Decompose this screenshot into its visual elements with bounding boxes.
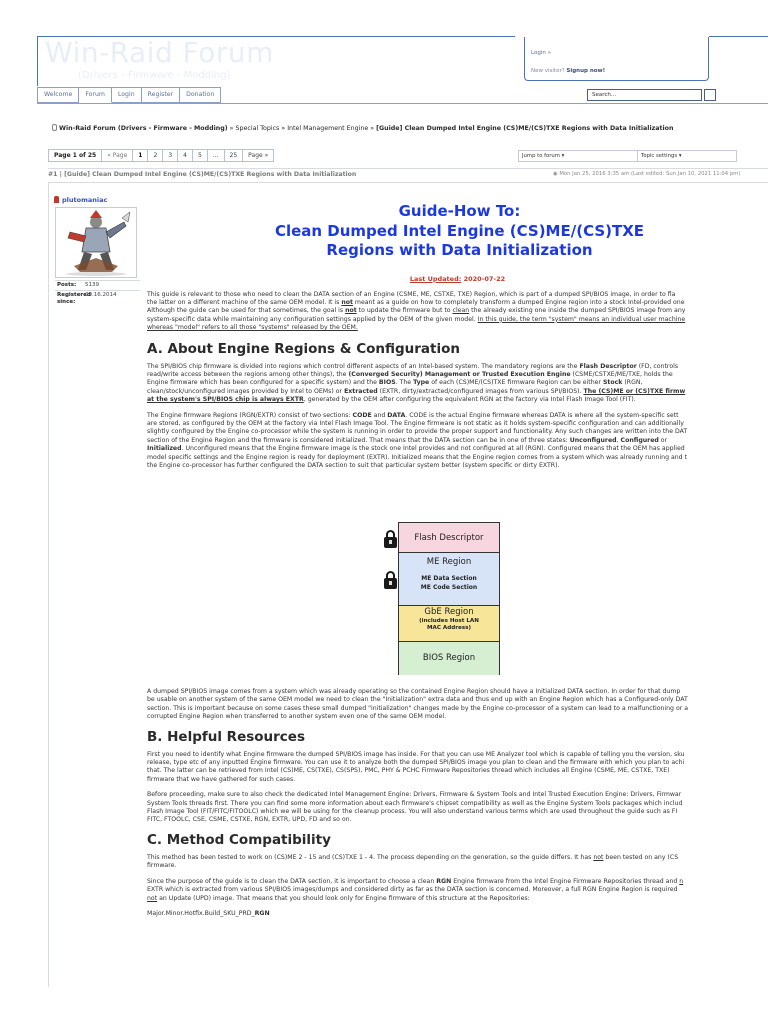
tab-login[interactable]: Login — [112, 87, 142, 103]
gbe-region-label: GbE Region — [424, 607, 474, 617]
text-run: The SPI/BIOS chip firmware is divided into regions which control different aspects of an Intel-based system. The mandatory regions are the — [147, 362, 580, 370]
user-icon — [54, 196, 59, 203]
me-code-section-label: ME Code Section — [420, 583, 478, 591]
text-run: , generated by the OEM after configuring the equivalent RGN at the factory via Intel Flash Image Tool (FIT). — [303, 396, 636, 404]
text-run: be usable on another system of the same OEM model we need to clean the "Initialization" extra data and thus end up with an Engine Region which has a Configured-only DAT — [147, 696, 688, 704]
post-left-border — [48, 183, 49, 987]
page-ellipsis: ... — [208, 149, 225, 162]
post-date-text: Mon Jan 25, 2016 3:35 am (Last edited: Sun Jan 10, 2021 11:04 pm) — [559, 171, 741, 177]
term-initialized: Initialized — [147, 445, 182, 453]
post-date — [553, 171, 740, 177]
emphasis-note: The (CS)ME or (CS)TXE firmw — [583, 387, 686, 395]
post-header-separator: | — [57, 171, 65, 178]
text-line — [147, 462, 768, 470]
page-link-1[interactable]: 1 — [133, 149, 148, 162]
text-run: the already existing one inside the dumped SPI/BIOS image from any — [469, 307, 686, 315]
page-link-25[interactable]: 25 — [225, 149, 244, 162]
chevron-down-icon: ▾ — [677, 153, 682, 159]
post-body-lower — [147, 688, 768, 918]
text-line — [147, 808, 768, 816]
text-run: A dumped SPI/BIOS image comes from a system which was already operating so the contained Engine Region should have a Initialized DATA section. In order for that dump — [147, 688, 681, 695]
text-run: Before proceeding, make sure to also check the dedicated Intel Management Engine: Drivers, Firmware & System Tools and Intel Trusted Execution Engine: Drivers, Firmwar — [147, 791, 682, 799]
emphasis-not: not — [345, 307, 357, 315]
breadcrumb-separator: » — [279, 125, 288, 132]
breadcrumb — [52, 124, 674, 132]
page-link-2[interactable]: 2 — [148, 149, 163, 162]
text-run: . CODE is the actual Engine firmware whereas DATA is where all the system-specific sett — [405, 411, 679, 419]
chevron-down-icon: ▾ — [559, 153, 565, 159]
guide-title-line-2: Clean Dumped Intel Engine (CS)ME/(CS)TXE — [274, 221, 645, 240]
text-line — [147, 791, 768, 799]
text-run: Major.Minor.Hotfix.Build_SKU_PRD_ — [147, 909, 255, 917]
emphasis-not: n — [679, 877, 684, 885]
text-run: The Engine firmware Regions (RGN/EXTR) consist of two sections: — [147, 411, 353, 419]
text-run: or — [658, 436, 668, 444]
text-run: EXTR which is extracted from various SPI/BIOS images/dumps and considered dirty as far as the DATA section is concerned. Moreover, a full RGN Engine Region is required — [147, 886, 678, 894]
gbe-note-line-1: (includes Host LAN — [419, 618, 479, 624]
post-header — [48, 171, 356, 178]
term-stock: Stock — [602, 379, 623, 387]
term-type: Type — [413, 379, 430, 387]
text-line — [147, 420, 768, 428]
text-line — [147, 854, 768, 862]
text-line — [147, 291, 768, 299]
author-name[interactable] — [54, 196, 107, 204]
text-line — [147, 895, 768, 903]
term-code: CODE — [352, 411, 372, 419]
text-run: (FD, controls — [636, 362, 679, 370]
text-line — [147, 396, 768, 404]
text-line — [147, 412, 768, 420]
text-line — [147, 388, 768, 396]
text-run: This guide is relevant to those who need to clean the DATA section of an Engine (CSME, ME, CSTXE, TXE) Region, which is part of a dumped SPI/BIOS image, in order to fla — [147, 290, 676, 298]
new-visitor-label: New visitor? — [531, 68, 565, 74]
text-run: slightly configured by the Engine co-processor while the system is running in order to provide the proper support and functionality. Any such changes are written into the DAT — [147, 428, 688, 436]
guide-title-line-3: Regions with Data Initialization — [326, 241, 593, 259]
registered-label: Registered since: — [57, 292, 91, 305]
text-line — [147, 800, 768, 808]
text-line — [147, 878, 768, 886]
text-run: are stored, as configured by the OEM at the factory via Intel Flash Image Tool. The Engine firmware is not static as it holds system-specific configuration and can additionally — [147, 419, 684, 427]
term-engine: (Converged Security) Management or Trusted Execution Engine — [348, 370, 571, 378]
last-updated — [147, 275, 768, 283]
term-rgn: RGN — [254, 909, 270, 917]
lock-icon — [384, 537, 397, 548]
section-b-paragraph-1 — [147, 751, 768, 785]
text-run: , — [616, 436, 621, 444]
text-line — [147, 379, 768, 387]
intro-paragraph — [147, 291, 768, 333]
tab-forum[interactable]: Forum — [79, 87, 112, 103]
breadcrumb-intel-me[interactable]: Intel Management Engine — [287, 125, 369, 132]
text-line — [147, 316, 768, 324]
breadcrumb-current: [Guide] Clean Dumped Intel Engine (CS)ME/(CS)TXE Regions with Data Initialization — [376, 125, 674, 132]
bios-region-block: BIOS Region — [399, 642, 499, 675]
text-run: . The — [395, 379, 414, 387]
text-run: the Engine co-processor has further configured the DATA section to suit that particular system better (system specific or dirty EXTR). — [147, 462, 560, 469]
text-line — [147, 371, 768, 379]
section-a-heading: A. About Engine Regions & Configuration — [147, 340, 461, 357]
search-input[interactable]: Search... — [587, 89, 702, 101]
last-updated-date: 2020-07-22 — [461, 274, 506, 283]
text-line — [147, 454, 768, 462]
text-run: section of the Engine Region and the firmware is considered initialized. That means that the DATA section can be in one of three states: — [147, 436, 570, 444]
section-a-paragraph-2 — [147, 412, 768, 471]
text-line — [147, 816, 768, 824]
emphasis-not: not — [147, 894, 158, 902]
text-run: Although the guide can be used for that sometimes, the goal is — [147, 307, 346, 315]
text-line — [147, 324, 768, 332]
tab-donation[interactable]: Donation — [180, 87, 221, 103]
text-run: Engine firmware which has been configured for a specific system) and the — [147, 379, 379, 387]
page-link-3[interactable]: 3 — [163, 149, 178, 162]
section-c-paragraph-2 — [147, 878, 768, 903]
term-rgn: RGN — [436, 877, 452, 885]
breadcrumb-root[interactable]: Win-Raid Forum (Drivers - Firmware - Modding) — [59, 125, 228, 132]
breadcrumb-separator: » — [368, 125, 377, 132]
text-run: and — [371, 411, 388, 419]
section-c-paragraph-1 — [147, 854, 768, 871]
jump-to-forum-label: Jump to forum — [522, 153, 560, 159]
text-run: firmware that we have gathered for such cases. — [147, 775, 296, 783]
text-run: firmware. — [147, 862, 177, 870]
nav-divider — [37, 103, 768, 104]
rgn-filename-pattern — [147, 910, 768, 918]
text-run: release, type etc of any inputted Engine firmware. You can use it to analyze both the dumped SPI/BIOS image you plan to clean and the firmware with which you plan to achi — [147, 759, 685, 767]
page-link-4[interactable]: 4 — [178, 149, 193, 162]
term-flash-descriptor: Flash Descriptor — [579, 362, 637, 370]
text-run: to update the firmware but to — [356, 307, 453, 315]
text-line — [147, 713, 768, 721]
forum-icon — [52, 124, 57, 131]
tab-welcome[interactable]: Welcome — [37, 87, 79, 103]
login-link[interactable]: Login » — [531, 50, 551, 56]
signup-link[interactable]: Signup now! — [566, 68, 606, 74]
text-run: (EXTR, dirty/extracted/configured images from various SPI/BIOS). — [377, 387, 584, 395]
tab-register[interactable]: Register — [142, 87, 180, 103]
term-unconfigured: Unconfigured — [569, 436, 617, 444]
prev-page-button[interactable]: « Page — [102, 149, 133, 162]
text-run: system-specific data while maintaining any configuration settings applied by the OEM of the given model. — [147, 315, 478, 323]
page-of-label: Page 1 of 25 — [48, 149, 102, 162]
text-run: been tested on any (CS — [603, 853, 679, 861]
topic-settings-select[interactable] — [637, 150, 737, 162]
stat-divider — [55, 290, 140, 291]
post-number-link[interactable]: #1 — [48, 171, 58, 178]
guide-title-line-1: Guide-How To: — [398, 202, 521, 220]
text-run: (RGN, — [622, 379, 643, 387]
text-line — [147, 862, 768, 870]
next-page-button[interactable]: Page » — [243, 149, 274, 162]
text-run: Flash Image Tool (FIT/FITC/FITOOLC) which we will be using for the cleanup process. You will also understand various terms which are used throughout the guide such as FI — [147, 808, 678, 816]
topic-settings-label: Topic settings — [641, 153, 678, 159]
section-c-heading: C. Method Compatibility — [147, 831, 331, 848]
term-data: DATA — [387, 411, 406, 419]
gbe-region-block — [399, 606, 499, 642]
guide-title — [147, 202, 768, 261]
me-region-label: ME Region — [426, 557, 472, 567]
section-a-paragraph-1 — [147, 363, 768, 405]
me-region-block — [399, 553, 499, 606]
avatar — [55, 207, 137, 278]
gbe-note-line-2: MAC Address) — [426, 625, 472, 631]
breadcrumb-special-topics[interactable]: Special Topics — [235, 125, 280, 132]
spi-regions-diagram — [398, 522, 500, 675]
page-link-5[interactable]: 5 — [193, 149, 208, 162]
term-bios: BIOS — [378, 379, 396, 387]
text-line — [147, 696, 768, 704]
site-logo-title[interactable]: Win-Raid Forum — [45, 36, 274, 69]
text-run: . Unconfigured means that the Engine firmware image is the stock one Intel provides and not configured at all (RGN). Configured means that the OEM has applied — [181, 445, 685, 453]
text-run: model specific settings and the Engine region is ready for deployment (EXTR). Initialized means that the Engine region comes from a system which was already running and t — [147, 453, 688, 461]
text-run: clean/stock/unconfigured images provided by Intel to OEMs) or — [147, 387, 345, 395]
main-nav — [37, 87, 221, 103]
text-run: of each (CS)ME/(CS)TXE firmware Region can be either — [429, 379, 603, 387]
text-line — [147, 751, 768, 759]
text-run: System Tools threads first. There you can find some more information about each firmware's chipset compatibility as well as the Engine System Tools packages which includ — [147, 799, 683, 807]
text-run: an Update (UPD) image. That means that you should look only for Engine firmware of this structure at the Repositories: — [157, 894, 530, 902]
text-line — [147, 767, 768, 775]
post-header-top-border — [48, 168, 768, 169]
jump-to-forum-select[interactable] — [518, 150, 638, 162]
text-line — [147, 688, 768, 696]
registered-date: 09.16.2014 — [85, 292, 117, 298]
emphasis-clean: clean — [452, 307, 470, 315]
posts-label: Posts: — [57, 282, 77, 288]
author-name-text: plutomaniac — [62, 196, 108, 204]
definition-note: In this guide, the term "system" means an individual user machine — [477, 315, 686, 323]
me-data-section-label: ME Data Section — [421, 575, 477, 582]
text-line — [147, 445, 768, 453]
text-run: that. The latter can be retrieved from Intel (CS)ME, CS(TXE), CS(SPS), PMC, PHY & PCHC Firmware Repositories thread which includes all Engine (CSME, ME, CSTXE, TXE) — [147, 767, 670, 775]
text-run: Engine firmware from the Intel Engine Firmware Repositories thread and — [451, 877, 680, 885]
flash-descriptor-block: Flash Descriptor — [399, 523, 499, 553]
text-line — [147, 299, 768, 307]
text-line — [147, 428, 768, 436]
header-divider — [709, 36, 768, 37]
emphasis-not: not — [341, 298, 353, 306]
text-run: corrupted Engine Region when transferred to another system even one of the same OEM model. — [147, 713, 447, 721]
emphasis-not: not — [593, 853, 604, 861]
text-run: FITC, FTOOLC, CSE, CSME, CSTXE, RGN, EXTR, UPD, FD and so on. — [147, 816, 352, 824]
text-line — [147, 705, 768, 713]
text-line — [147, 363, 768, 371]
post-body — [147, 202, 768, 470]
lock-icon — [384, 578, 397, 589]
stat-divider — [55, 280, 140, 281]
text-run: Since the purpose of the guide is to clean the DATA section, it is important to choose a clean — [147, 877, 437, 885]
new-visitor-text — [531, 68, 605, 74]
text-run: read/write access between the regions among other things), the — [147, 370, 349, 378]
section-b-paragraph-2 — [147, 791, 768, 825]
text-line — [147, 776, 768, 784]
text-line — [147, 759, 768, 767]
term-extracted: Extracted — [344, 387, 378, 395]
login-panel — [524, 37, 709, 81]
site-logo-subtitle: (Drivers - Firmware - Modding) — [78, 70, 231, 81]
avatar-knight-image — [56, 208, 138, 279]
last-updated-label: Last Updated: — [409, 274, 462, 283]
search-button[interactable] — [704, 89, 716, 101]
emphasis-note: at the system's SPI/BIOS chip is always EXTR — [147, 396, 304, 404]
section-b-heading: B. Helpful Resources — [147, 728, 305, 745]
clock-icon: ◉ — [553, 171, 560, 177]
text-run: First you need to identify what Engine firmware the dumped SPI/BIOS image has inside. For that you can use ME Analyzer tool which is capable of telling you the version, sku — [147, 750, 685, 758]
text-run: the latter on a different machine of the same OEM model. It is — [147, 298, 342, 306]
post-header-bottom-border — [48, 182, 768, 183]
text-run: This method has been tested to work on (CS)ME 2 - 15 and (CS)TXE 1 - 4. The process depending on the generation, so the guide differs. It has — [147, 853, 594, 861]
term-configured: Configured — [620, 436, 659, 444]
text-line — [147, 437, 768, 445]
breadcrumb-separator: » — [227, 125, 236, 132]
text-line — [147, 307, 768, 315]
section-a-paragraph-3 — [147, 688, 768, 722]
definition-note: whereas "model" refers to all those "systems" released by the OEM. — [147, 324, 358, 332]
posts-count: 5139 — [85, 282, 99, 288]
text-run: meant as a guide on how to completely transform a dumped Engine region into a stock Intel-provided one — [352, 298, 685, 306]
text-run: section. This is important because on some cases these small dumped "initialization" changes made by the Engine co-processor of a system can lead to a malfunctioning or a — [147, 704, 689, 712]
text-line — [147, 886, 768, 894]
post-title: [Guide] Clean Dumped Intel Engine (CS)ME/(CS)TXE Regions with Data Initialization — [64, 171, 357, 178]
pagination — [48, 149, 274, 162]
text-run: (CSME/CSTXE/ME/TXE, holds the — [570, 370, 673, 378]
